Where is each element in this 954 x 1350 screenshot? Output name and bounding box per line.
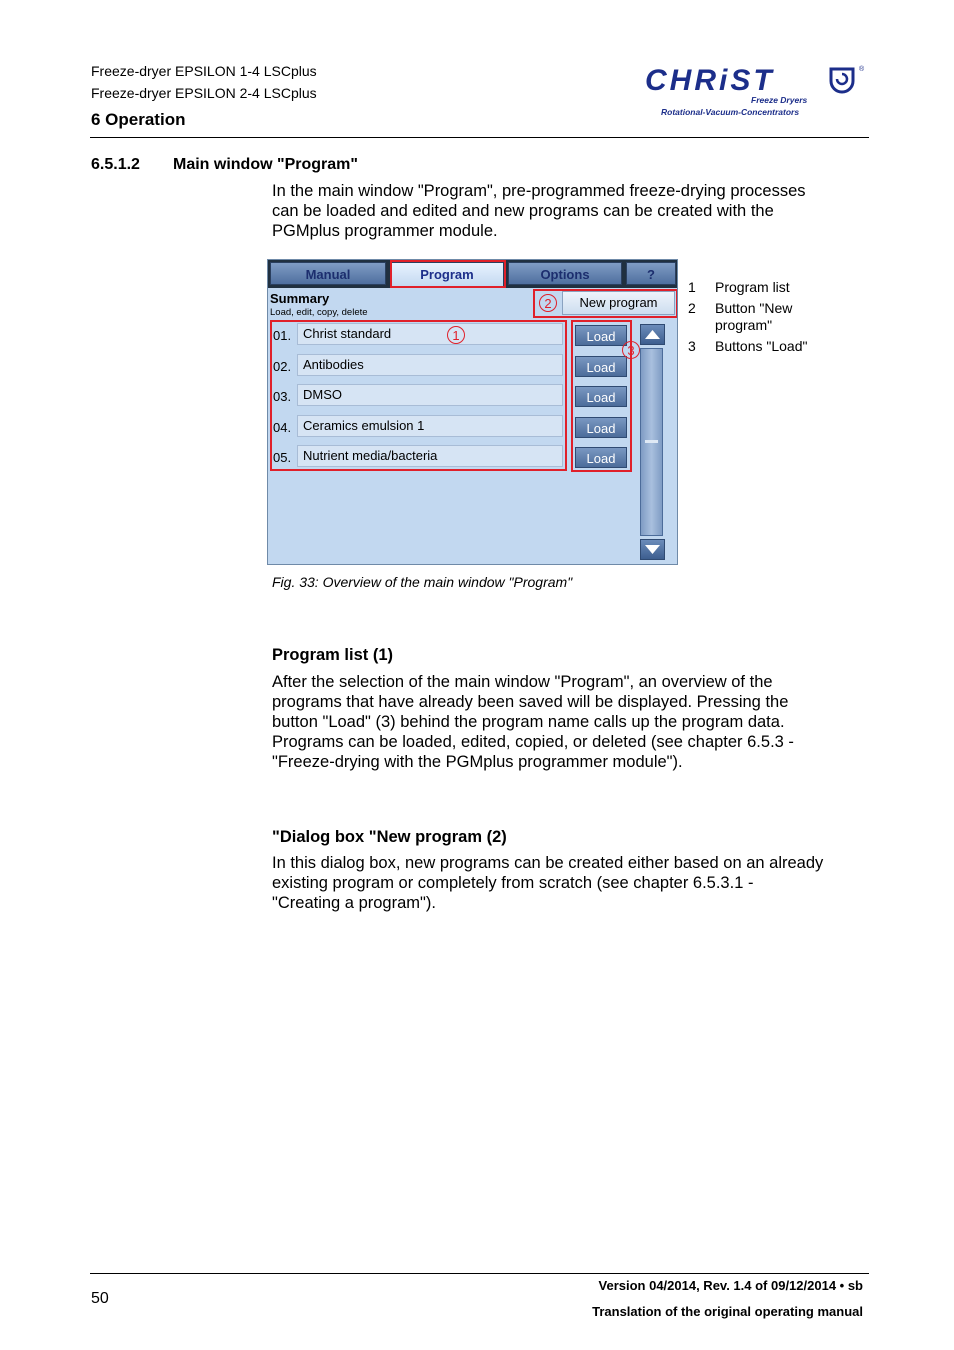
paragraph-line: Programs can be loaded, edited, copied, or deleted (see chapter 6.5.3 - — [272, 733, 794, 751]
registered-mark: ® — [859, 66, 865, 73]
load-button[interactable]: Load — [575, 356, 627, 377]
legend-number: 1 — [688, 279, 696, 295]
callout-2: 2 — [539, 294, 557, 312]
intro-paragraph — [272, 181, 806, 241]
summary-title: Summary — [270, 291, 330, 306]
program-name-field[interactable]: Ceramics emulsion 1 — [297, 415, 563, 437]
paragraph-line: "Creating a program"). — [272, 894, 436, 912]
paragraph-line: button "Load" (3) behind the program name calls up the program data. — [272, 713, 785, 731]
footer-translation: Translation of the original operating manual — [592, 1304, 863, 1319]
program-number: 04. — [273, 420, 292, 435]
footer-version: Version 04/2014, Rev. 1.4 of 09/12/2014 • sb — [598, 1278, 863, 1293]
legend-number: 3 — [688, 338, 696, 354]
arrow-down-icon — [641, 540, 664, 559]
scroll-up-button[interactable] — [640, 324, 665, 345]
program-name-field[interactable]: Antibodies — [297, 354, 563, 376]
summary-subtitle: Load, edit, copy, delete — [270, 307, 368, 318]
paragraph-line: In this dialog box, new programs can be created either based on an already — [272, 854, 824, 872]
legend-number: 2 — [688, 300, 696, 316]
christ-logo — [645, 64, 867, 120]
tab-options[interactable]: Options — [508, 262, 622, 285]
intro-line: In the main window "Program", pre-programmed freeze-drying processes — [272, 182, 806, 200]
scroll-down-button[interactable] — [640, 539, 665, 560]
legend-text: Program list — [715, 279, 790, 295]
load-button[interactable]: Load — [575, 417, 627, 438]
program-name-field[interactable]: Christ standard — [297, 323, 563, 345]
program-list-paragraph — [272, 672, 794, 772]
callout-1: 1 — [447, 326, 465, 344]
dialog-paragraph — [272, 853, 823, 913]
header-rule — [90, 137, 869, 138]
load-button[interactable]: Load — [575, 447, 627, 468]
program-number: 02. — [273, 359, 292, 374]
program-number: 03. — [273, 389, 292, 404]
program-number: 01. — [273, 328, 292, 343]
load-button[interactable]: Load — [575, 325, 627, 346]
figure-legend — [688, 279, 868, 359]
logo-sub-2: Rotational-Vacuum-Concentrators — [661, 107, 800, 117]
tab-highlight — [390, 260, 506, 288]
legend-text: program" — [715, 317, 773, 333]
section-number: 6.5.1.2 — [91, 156, 140, 173]
header-product-line-1: Freeze-dryer EPSILON 1-4 LSCplus — [91, 63, 317, 79]
footer-rule — [90, 1273, 869, 1274]
tab-program[interactable]: Program — [390, 262, 504, 288]
scrollbar-track[interactable] — [640, 348, 663, 536]
callout-3: 3 — [622, 341, 640, 359]
load-buttons-highlight — [571, 320, 632, 472]
dialog-heading: "Dialog box "New program (2) — [272, 828, 507, 846]
load-button[interactable]: Load — [575, 386, 627, 407]
program-name-field[interactable]: DMSO — [297, 384, 563, 406]
program-number: 05. — [273, 450, 292, 465]
legend-text: Button "New — [715, 300, 793, 316]
logo-word: CHRiST — [645, 64, 775, 97]
program-list-highlight — [270, 320, 567, 471]
intro-line: can be loaded and edited and new programs can be created with the — [272, 202, 774, 220]
paragraph-line: After the selection of the main window "Program", an overview of the — [272, 673, 773, 691]
paragraph-line: "Freeze-drying with the PGMplus programmer module"). — [272, 753, 683, 771]
program-list-heading: Program list (1) — [272, 646, 394, 664]
paragraph-line: existing program or completely from scratch (see chapter 6.5.3.1 - — [272, 874, 754, 892]
tab-help[interactable]: ? — [626, 262, 676, 285]
legend-item — [688, 279, 868, 300]
program-window-screenshot — [267, 259, 678, 565]
arrow-up-icon — [641, 325, 664, 344]
section-title: Main window "Program" — [173, 156, 358, 173]
legend-text: Buttons "Load" — [715, 338, 808, 354]
program-name-field[interactable]: Nutrient media/bacteria — [297, 445, 563, 467]
logo-sub-1: Freeze Dryers — [751, 95, 808, 105]
paragraph-line: programs that have already been saved will be displayed. Pressing the — [272, 693, 789, 711]
intro-line: PGMplus programmer module. — [272, 222, 498, 240]
scrollbar-grip[interactable] — [645, 440, 658, 443]
page-number: 50 — [91, 1290, 109, 1307]
new-program-button[interactable]: New program — [562, 291, 675, 315]
legend-item — [688, 338, 868, 359]
header-section: 6 Operation — [91, 110, 186, 129]
tab-manual[interactable]: Manual — [270, 262, 386, 285]
figure-caption: Fig. 33: Overview of the main window "Program" — [272, 574, 573, 590]
legend-item — [688, 300, 868, 338]
logo-swirl-icon — [828, 66, 856, 94]
header-product-line-2: Freeze-dryer EPSILON 2-4 LSCplus — [91, 85, 317, 101]
